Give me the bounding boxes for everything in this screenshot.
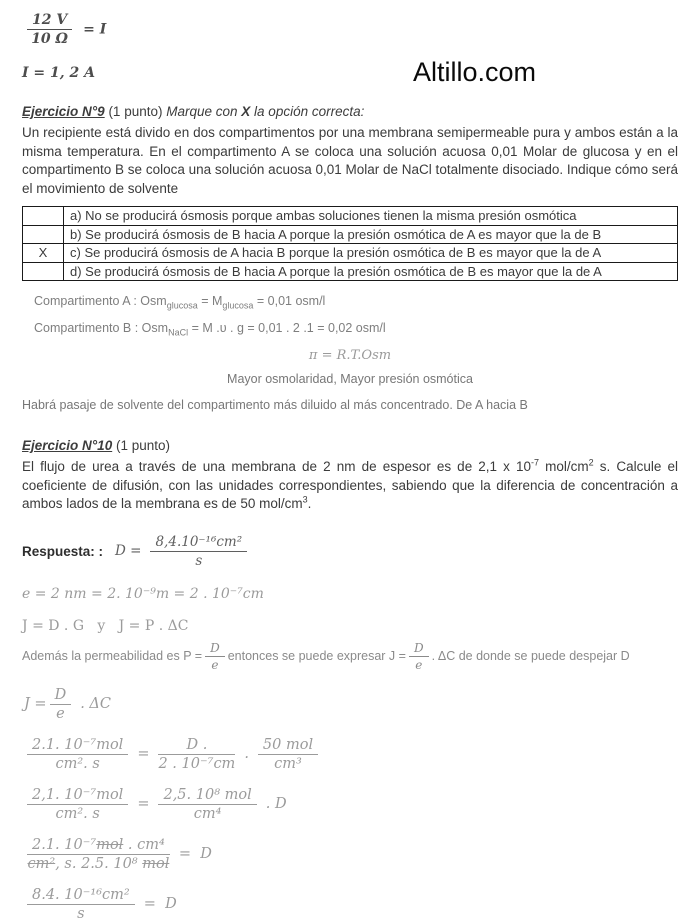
answer-row — [22, 534, 678, 569]
option-row-b — [23, 225, 678, 244]
diffusion-coefficient-result: D = $\frac{\text{8,4.10⁻¹⁶cm²}}{s}$ — [115, 534, 250, 569]
option-c-mark-cell: X — [23, 244, 64, 263]
site-watermark: Altillo.com — [412, 57, 536, 87]
combined-constant-fraction: $\frac{\text{2,5. 10⁸ mol}}{\text{cm⁴}}$ — [158, 787, 256, 822]
exercise-9-conclusion: Habrá pasaje de solvente del compartimento más diluido al más concentrado. De A hacia B — [22, 398, 528, 412]
exercise-10-points: (1 punto) — [112, 438, 170, 453]
substitution-equation-1: $\frac{\text{2.1. 10⁻⁷mol}}{\text{cm². s}}$ = $\frac{D .}{\text{2 . 10⁻⁷cm}}$ . $\frac{\text{50 mol}}{\text{cm³}}$ — [24, 737, 678, 772]
final-result-fraction: $\frac{\text{8.4. 10⁻¹⁶cm²}}{s}$ — [27, 887, 135, 922]
thickness-conversion-equation: e = 2 nm = 2. 10⁻⁹m = 2 . 10⁻⁷cm — [22, 585, 264, 602]
final-result-equation: $\frac{\text{8.4. 10⁻¹⁶cm²}}{s}$ = D — [24, 887, 678, 922]
option-c-text-cell: c) Se producirá ósmosis de A hacia B porque la presión osmótica de B es mayor que la de A — [64, 244, 678, 263]
flux-fraction: $\frac{D}{e}$ — [409, 641, 429, 672]
exercise-10-heading — [22, 438, 678, 453]
permeability-explanation: Además la permeabilidad es P = $\frac{D}{e}$ entonces se puede expresar J = $\frac{D}{e}$ . ΔC de donde se puede despejar D — [22, 640, 630, 672]
exercise-9-heading — [22, 104, 678, 119]
voltage-resistance-fraction — [27, 12, 72, 47]
flux-value-fraction: $\frac{\text{2.1. 10⁻⁷mol}}{\text{cm². s}}$ — [27, 737, 128, 772]
result-watermark-row — [22, 57, 678, 88]
concentration-fraction: $\frac{\text{50 mol}}{\text{cm³}}$ — [258, 737, 318, 772]
option-d-mark-cell — [23, 262, 64, 281]
exercise-9-title: Ejercicio N°9 — [22, 104, 105, 119]
substitution-equation-2: $\frac{\text{2,1. 10⁻⁷mol}}{\text{cm². s}}$ = $\frac{\text{2,5. 10⁸ mol}}{\text{cm⁴}}$ . D — [24, 787, 678, 822]
equation-rhs: = I — [83, 21, 107, 38]
cancelled-mol-numerator: mol — [96, 836, 124, 853]
result-fraction: $\frac{\text{8,4.10⁻¹⁶cm²}}{s}$ — [150, 534, 247, 569]
option-b-mark-cell — [23, 225, 64, 244]
permeability-fraction: $\frac{D}{e}$ — [205, 641, 225, 672]
exercise-10-statement: El flujo de urea a través de una membrana de 2 nm de espesor es de 2,1 x $10^{-7}$ mol/$cm^2$ s. Calcule el coeficiente de difusión, con las unidades correspondientes, sabiendo que la diferencia de concentración a ambos lados de la membrana es de 50 mol/$cm^3$. — [22, 457, 678, 511]
option-b-text-cell: b) Se producirá ósmosis de B hacia A porque la presión osmótica de A es mayor que la de B — [64, 225, 678, 244]
d-over-e-fraction: $\frac{D}{e}$ — [50, 687, 72, 722]
compartment-b-calculation: Compartimento B : Osm$_{NaCl}$ = M .υ . g = 0,01 . 2 .1 = 0,02 osm/l — [34, 321, 386, 338]
fraction-numerator: 12 V — [27, 12, 72, 30]
unit-cancellation-equation: $\frac{\text{2.1. 10⁻⁷mol . cm⁴}}{\text{cm², s. 2.5. 10⁸ mol}}$ = D — [27, 836, 212, 872]
flux-diffusion-equation: J = $\frac{D}{e}$ . ΔC — [24, 686, 112, 722]
cancelled-mol-denominator: mol — [142, 855, 170, 872]
exercise-9-statement: Un recipiente está divido en dos compartimentos por una membrana semipermeable pura y ambos están a la misma temperatura. En el compartimento A se coloca una solución acuosa 0,01 Molar de glucosa y en el compartimento B se coloca una solución acuosa 0,01 Molar de NaCl totalmente disociado. Indique cómo será el movimiento de solvente — [22, 125, 678, 196]
exercise-9-instruction: Marque con X la opción correcta: — [166, 104, 365, 119]
option-d-text-cell: d) Se producirá ósmosis de B hacia A porque la presión osmótica de B es mayor que la de A — [64, 262, 678, 281]
options-table — [22, 206, 678, 281]
compartment-a-calculation: Compartimento A : $Osm_{glucosa} = M_{glucosa} = 0,01$ osm/l — [34, 294, 326, 311]
option-row-d — [23, 262, 678, 281]
flux-relations-equation: J = D . G y J = P . ΔC — [22, 617, 189, 634]
ohms-law-equation — [24, 12, 678, 47]
flux-value-fraction-2: $\frac{\text{2,1. 10⁻⁷mol}}{\text{cm². s}}$ — [27, 787, 128, 822]
d-over-thickness-fraction: $\frac{D .}{\text{2 . 10⁻⁷cm}}$ — [158, 736, 236, 772]
option-a-mark-cell — [23, 207, 64, 226]
exercise-9-points: (1 punto) — [104, 104, 167, 119]
cancellation-fraction: $\frac{\text{2.1. 10⁻⁷mol . cm⁴}}{\text{cm², s. 2.5. 10⁸ mol}}$ — [27, 836, 170, 872]
osmotic-pressure-formula: π = R.T.Osm — [308, 348, 392, 363]
x-marker: X — [241, 104, 251, 119]
current-result: I = 1, 2 A — [22, 65, 95, 81]
cancelled-cm2-denominator: cm² — [27, 855, 56, 872]
option-row-a — [23, 207, 678, 226]
osmolarity-note: Mayor osmolaridad, Mayor presión osmótica — [227, 372, 473, 386]
fraction-denominator: 10 Ω — [31, 31, 69, 47]
exercise-10-title: Ejercicio N°10 — [22, 438, 113, 453]
option-a-text-cell: a) No se producirá ósmosis porque ambas soluciones tienen la misma presión osmótica — [64, 207, 678, 226]
option-row-c — [23, 244, 678, 263]
answer-label: Respuesta: : — [22, 543, 104, 559]
